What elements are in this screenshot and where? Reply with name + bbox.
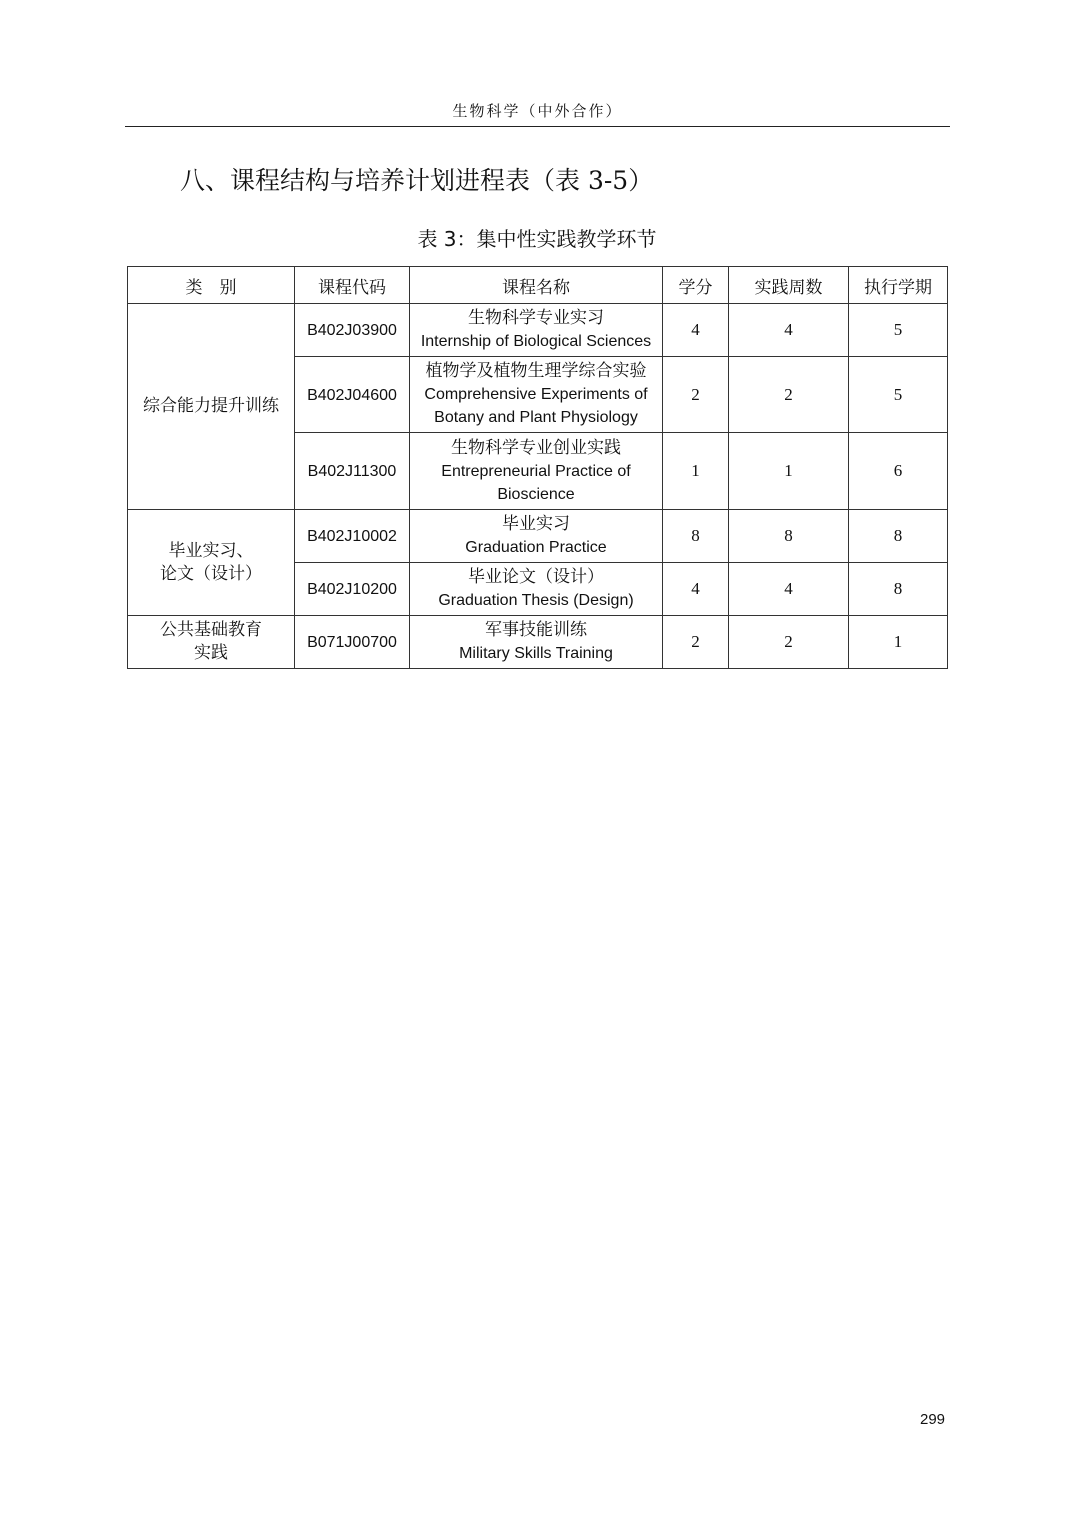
col-header-semester: 执行学期 [849,267,948,304]
semester-value: 8 [893,526,903,545]
credits-value: 1 [691,461,700,480]
course-name-en: Graduation Practice [465,539,607,556]
table-header-row [128,267,948,304]
category-label-line1: 公共基础教育 [160,620,262,640]
semester-value: 8 [893,579,903,598]
course-name-en-line1: Entrepreneurial Practice of [441,462,631,480]
col-header-weeks: 实践周数 [729,267,849,304]
section-heading: 八、课程结构与培养计划进程表（表 3-5） [180,166,654,195]
course-name-en-line2: Bioscience [497,485,575,503]
course-name-cn: 毕业实习 [502,514,570,534]
course-name-en: Graduation Thesis (Design) [438,592,634,609]
course-name-cn: 生物科学专业创业实践 [451,437,621,458]
semester-value: 5 [893,384,903,404]
course-name-en-line2: Botany and Plant Physiology [434,409,638,426]
semester-value: 5 [893,320,903,339]
credits-value: 4 [691,320,700,339]
course-name-cn: 植物学及植物生理学综合实验 [425,361,647,381]
course-code: B402J10002 [307,528,397,545]
category-cell [128,510,295,616]
course-code: B402J11300 [307,463,397,480]
semester-value: 6 [893,461,903,480]
table-row [128,510,948,563]
weeks-value: 2 [784,632,793,651]
course-code: B402J04600 [307,386,397,404]
running-title: 生物科学（中外合作） [452,102,623,120]
col-header-name: 课程名称 [410,267,663,304]
credits-value: 2 [691,632,700,651]
running-header [125,100,950,127]
weeks-value: 4 [784,320,793,339]
course-name-cn: 军事技能训练 [485,620,587,640]
category-label-line2: 论文（设计） [160,563,262,584]
course-name-en-line1: Comprehensive Experiments of [424,386,648,403]
category-label: 综合能力提升训练 [143,396,279,416]
course-name-en: Internship of Biological Sciences [420,333,652,350]
col-header-credits: 学分 [663,267,729,304]
course-code: B402J10200 [307,581,397,598]
course-name-cn: 毕业论文（设计） [468,567,604,587]
weeks-value: 8 [784,526,793,545]
col-header-code: 课程代码 [295,267,410,304]
page-number: 299 [920,1411,946,1428]
weeks-value: 1 [784,461,793,480]
course-name-en: Military Skills Training [459,645,613,662]
credits-value: 8 [691,526,700,545]
course-name-cn: 生物科学专业实习 [468,308,604,328]
category-label-line1: 毕业实习、 [168,540,254,561]
table-caption: 表 3：集中性实践教学环节 [417,227,657,251]
course-code: B071J00700 [307,634,397,651]
practice-table [127,266,948,669]
category-cell [128,616,295,669]
table-row [128,616,948,669]
credits-value: 2 [691,384,700,404]
course-code: B402J03900 [307,322,397,339]
weeks-value: 4 [784,579,793,598]
col-header-category: 类 别 [128,267,295,304]
table-row [128,304,948,357]
credits-value: 4 [691,579,700,598]
category-cell [128,304,295,510]
category-label-line2: 实践 [194,643,228,663]
semester-value: 1 [893,632,903,651]
weeks-value: 2 [784,384,793,404]
